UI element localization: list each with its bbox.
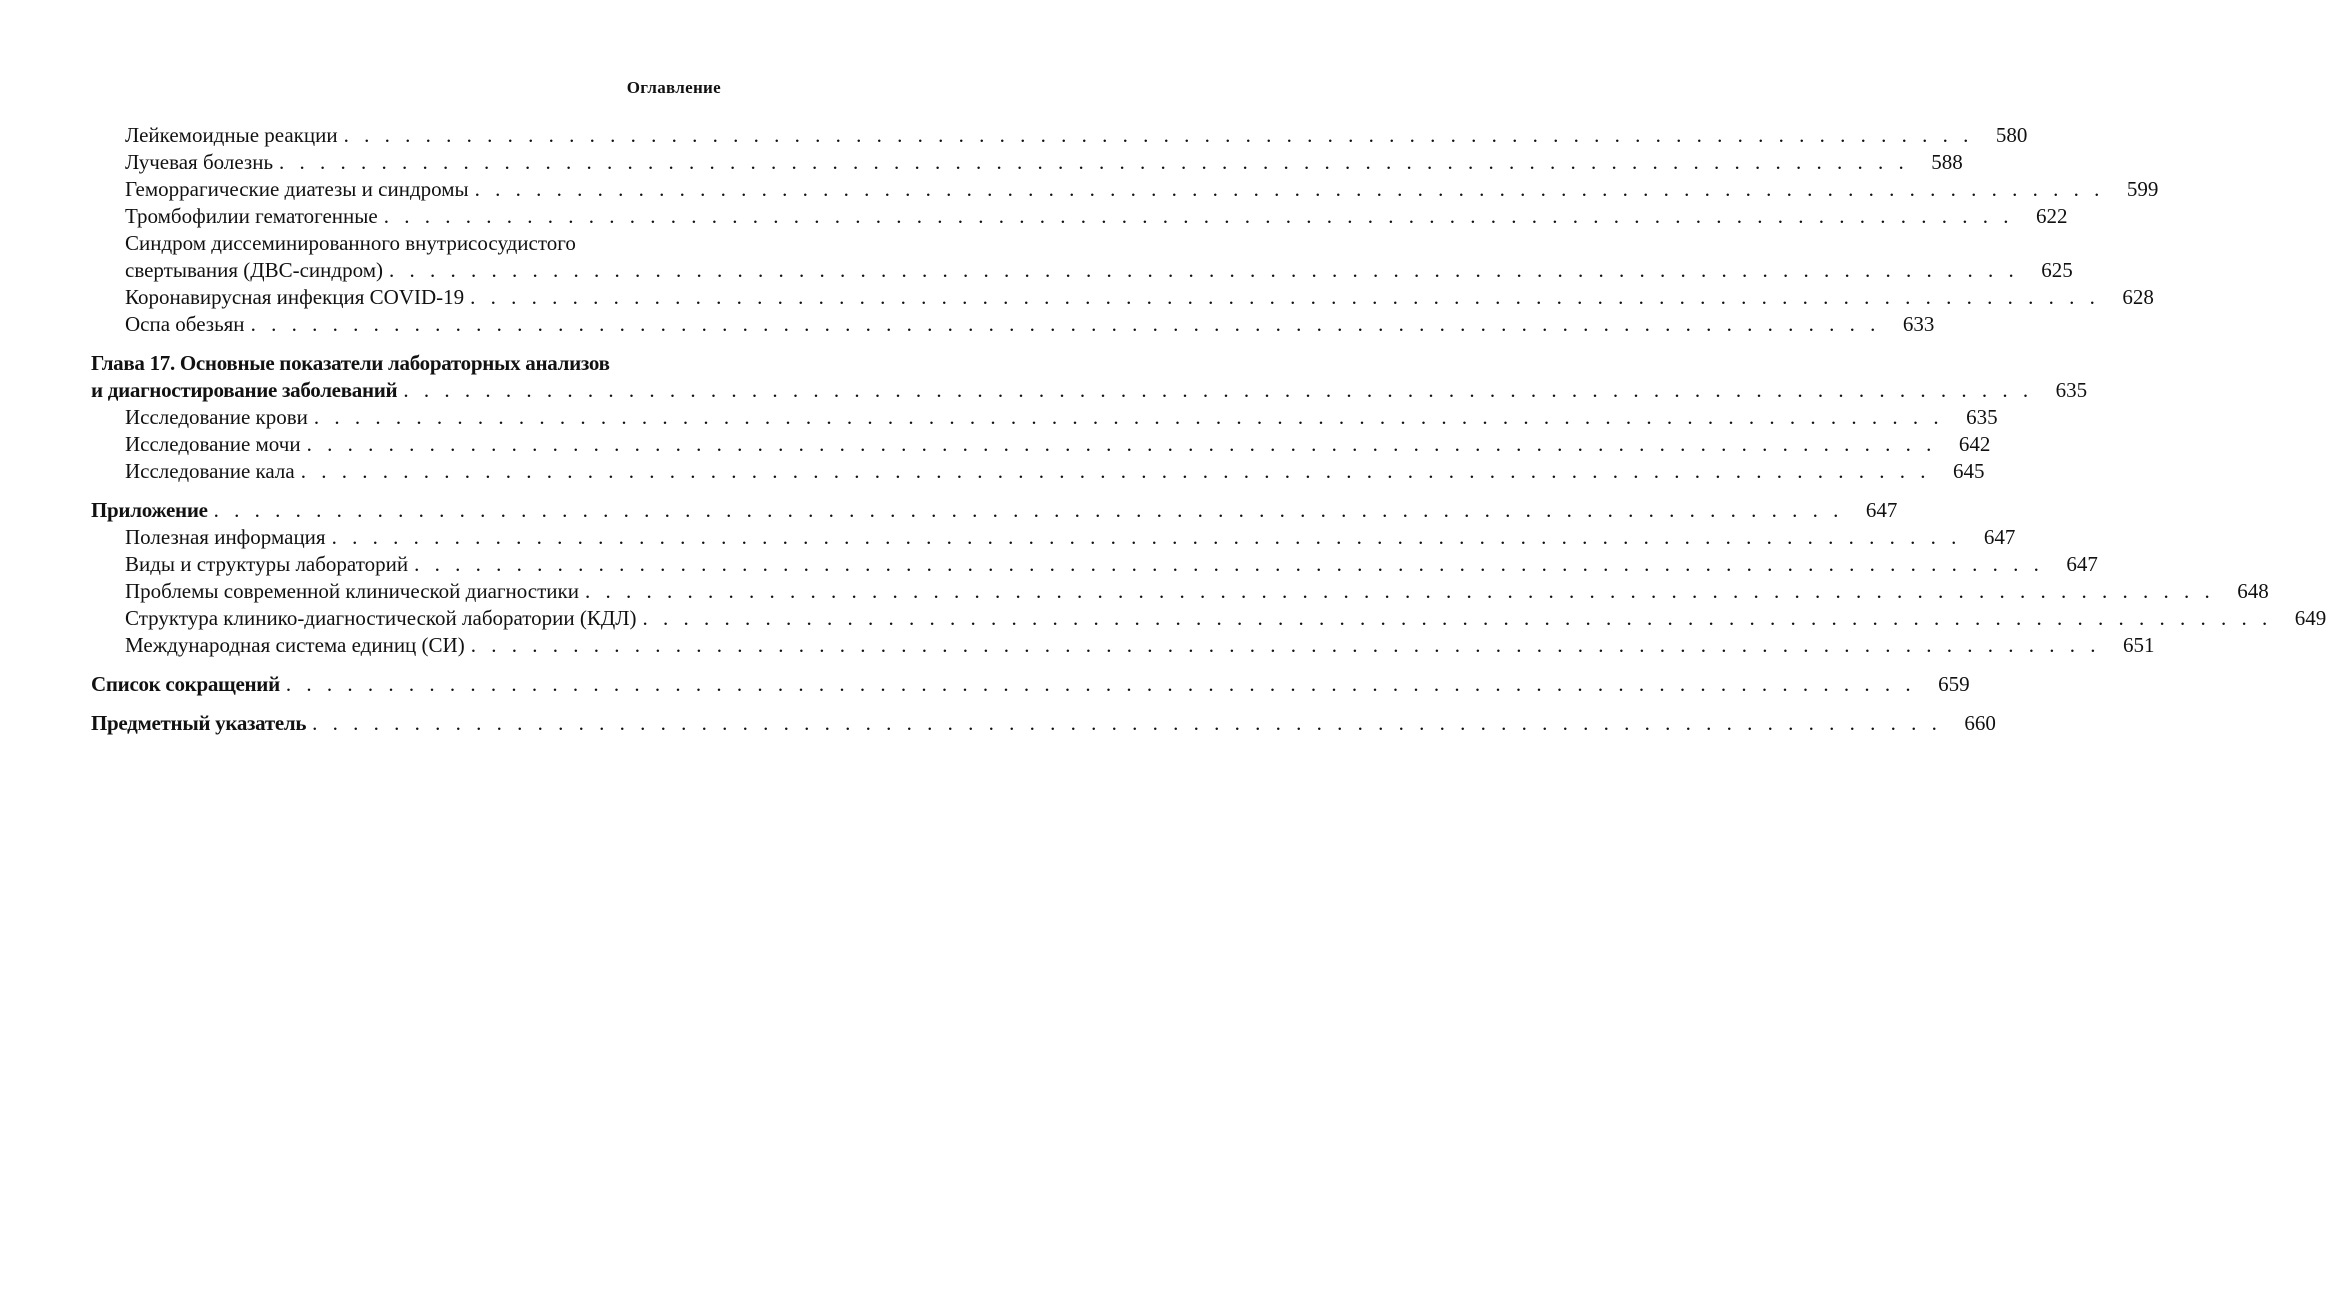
appendix-page: 647 <box>1865 498 1898 522</box>
toc-entry[interactable] <box>91 551 2098 578</box>
toc-entry-title: Структура клинико-диагностической лаборатории (КДЛ) <box>125 606 637 630</box>
toc-entry-title: Исследование мочи <box>125 432 301 456</box>
appendix-title: Приложение <box>91 498 208 522</box>
toc-entry-title: Тромбофилии гематогенные <box>125 204 378 228</box>
toc-entry-title: Виды и структуры лабораторий <box>125 552 409 576</box>
toc-entry-page: 625 <box>2041 258 2073 282</box>
toc-entry-page: 647 <box>1983 525 2016 549</box>
toc-entry[interactable] <box>91 176 2159 203</box>
toc-entry-title: Полезная информация <box>125 525 326 549</box>
toc-entry-page: 647 <box>2066 552 2098 576</box>
toc-entry-page: 599 <box>2126 177 2159 201</box>
dot-leader: . . . . . . . . . . . . . . . . . . . . . . . . . . . . . . . . . . . . . . . . . . . . . . . . . . . . . . . . . . . . . . . . . . . . . . . . . . . . . . . . <box>383 204 2014 228</box>
toc-entry-page: 588 <box>1931 150 1963 174</box>
dot-leader: . . . . . . . . . . . . . . . . . . . . . . . . . . . . . . . . . . . . . . . . . . . . . . . . . . . . . . . . . . . . . . . . . . . . . . . . . . . . . . . . <box>250 312 1881 336</box>
toc-entry-page: 648 <box>2237 579 2269 603</box>
toc-entry-page: 635 <box>1966 405 1998 429</box>
dot-leader: . . . . . . . . . . . . . . . . . . . . . . . . . . . . . . . . . . . . . . . . . . . . . . . . . . . . . . . . . . . . . . . . . . . . . . . . . . . . . . . . <box>470 285 2100 309</box>
toc-entry-first-line[interactable] <box>91 230 721 257</box>
toc-entry[interactable] <box>91 632 2155 659</box>
toc-entry[interactable] <box>91 431 1991 458</box>
toc-entry[interactable] <box>91 524 2016 551</box>
dot-leader: . . . . . . . . . . . . . . . . . . . . . . . . . . . . . . . . . . . . . . . . . . . . . . . . . . . . . . . . . . . . . . . . . . . . . . . . . . . . . . . . <box>279 150 1909 174</box>
index-page: 660 <box>1964 711 1996 735</box>
dot-leader: . . . . . . . . . . . . . . . . . . . . . . . . . . . . . . . . . . . . . . . . . . . . . . . . . . . . . . . . . . . . . . . . . . . . . . . . . . . . . . . . <box>285 672 1916 696</box>
dot-leader: . . . . . . . . . . . . . . . . . . . . . . . . . . . . . . . . . . . . . . . . . . . . . . . . . . . . . . . . . . . . . . . . . . . . . . . . . . . . . . . . <box>343 123 1974 147</box>
toc-entry[interactable] <box>91 149 1963 176</box>
table-of-contents <box>91 122 2326 737</box>
toc-entry-title: Лучевая болезнь <box>125 150 274 174</box>
index-entry[interactable] <box>91 710 1996 737</box>
toc-entry-title: Международная система единиц (СИ) <box>125 633 465 657</box>
toc-entry-title: Лейкемоидные реакции <box>125 123 338 147</box>
abbreviations-page: 659 <box>1938 672 1970 696</box>
chapter-page: 635 <box>2055 378 2088 402</box>
toc-entry-title: Исследование крови <box>125 405 308 429</box>
chapter-title-line1: Глава 17. Основные показатели лабораторных анализов <box>91 351 610 375</box>
toc-entry[interactable] <box>91 203 2068 230</box>
running-head: Оглавление <box>626 78 721 97</box>
dot-leader: . . . . . . . . . . . . . . . . . . . . . . . . . . . . . . . . . . . . . . . . . . . . . . . . . . . . . . . . . . . . . . . . . . . . . . . . . . . . . . . . <box>306 432 1937 456</box>
dot-leader: . . . . . . . . . . . . . . . . . . . . . . . . . . . . . . . . . . . . . . . . . . . . . . . . . . . . . . . . . . . . . . . . . . . . . . . . . . . . . . . . <box>414 552 2044 576</box>
toc-entry[interactable] <box>91 257 2073 284</box>
abbreviations-entry[interactable] <box>91 671 1970 698</box>
toc-entry-page: 628 <box>2122 285 2154 309</box>
toc-entry[interactable] <box>91 311 1935 338</box>
dot-leader: . . . . . . . . . . . . . . . . . . . . . . . . . . . . . . . . . . . . . . . . . . . . . . . . . . . . . . . . . . . . . . . . . . . . . . . . . . . . . . . . <box>388 258 2019 282</box>
dot-leader: . . . . . . . . . . . . . . . . . . . . . . . . . . . . . . . . . . . . . . . . . . . . . . . . . . . . . . . . . . . . . . . . . . . . . . . . . . . . . . . . <box>584 579 2215 603</box>
toc-entry-page: 649 <box>2294 606 2326 630</box>
toc-entry-title: Исследование кала <box>125 459 295 483</box>
toc-entry[interactable] <box>91 122 2028 149</box>
toc-entry-page: 580 <box>1995 123 2028 147</box>
dot-leader: . . . . . . . . . . . . . . . . . . . . . . . . . . . . . . . . . . . . . . . . . . . . . . . . . . . . . . . . . . . . . . . . . . . . . . . . . . . . . . . . <box>403 378 2034 402</box>
toc-entry[interactable] <box>91 404 1998 431</box>
index-title: Предметный указатель <box>91 711 307 735</box>
toc-entry-title: свертывания (ДВС-синдром) <box>125 258 383 282</box>
dot-leader: . . . . . . . . . . . . . . . . . . . . . . . . . . . . . . . . . . . . . . . . . . . . . . . . . . . . . . . . . . . . . . . . . . . . . . . . . . . . . . . . <box>474 177 2105 201</box>
dot-leader: . . . . . . . . . . . . . . . . . . . . . . . . . . . . . . . . . . . . . . . . . . . . . . . . . . . . . . . . . . . . . . . . . . . . . . . . . . . . . . . . <box>213 498 1844 522</box>
abbreviations-title: Список сокращений <box>91 672 280 696</box>
toc-entry[interactable] <box>91 578 2269 605</box>
toc-entry-page: 651 <box>2122 633 2155 657</box>
chapter-title: и диагностирование заболеваний <box>91 378 398 402</box>
dot-leader: . . . . . . . . . . . . . . . . . . . . . . . . . . . . . . . . . . . . . . . . . . . . . . . . . . . . . . . . . . . . . . . . . . . . . . . . . . . . . . . . <box>331 525 1962 549</box>
toc-entry-title: Проблемы современной клинической диагностики <box>125 579 579 603</box>
dot-leader: . . . . . . . . . . . . . . . . . . . . . . . . . . . . . . . . . . . . . . . . . . . . . . . . . . . . . . . . . . . . . . . . . . . . . . . . . . . . . . . . <box>642 606 2273 630</box>
dot-leader: . . . . . . . . . . . . . . . . . . . . . . . . . . . . . . . . . . . . . . . . . . . . . . . . . . . . . . . . . . . . . . . . . . . . . . . . . . . . . . . . <box>300 459 1931 483</box>
toc-entry-title: Коронавирусная инфекция COVID-19 <box>125 285 465 309</box>
toc-entry-page: 622 <box>2035 204 2068 228</box>
dot-leader: . . . . . . . . . . . . . . . . . . . . . . . . . . . . . . . . . . . . . . . . . . . . . . . . . . . . . . . . . . . . . . . . . . . . . . . . . . . . . . . . <box>313 405 1944 429</box>
dot-leader: . . . . . . . . . . . . . . . . . . . . . . . . . . . . . . . . . . . . . . . . . . . . . . . . . . . . . . . . . . . . . . . . . . . . . . . . . . . . . . . . <box>470 633 2101 657</box>
chapter-heading-first-line[interactable] <box>91 350 721 377</box>
toc-entry-title: Геморрагические диатезы и синдромы <box>125 177 469 201</box>
toc-entry[interactable] <box>91 284 2154 311</box>
chapter-entry[interactable] <box>91 377 2088 404</box>
toc-entry-page: 645 <box>1952 459 1985 483</box>
appendix-entry[interactable] <box>91 497 1898 524</box>
toc-entry-page: 633 <box>1902 312 1935 336</box>
toc-entry-title-line1: Синдром диссеминированного внутрисосудистого <box>125 231 576 255</box>
dot-leader: . . . . . . . . . . . . . . . . . . . . . . . . . . . . . . . . . . . . . . . . . . . . . . . . . . . . . . . . . . . . . . . . . . . . . . . . . . . . . . . . <box>312 711 1942 735</box>
toc-entry-title: Оспа обезьян <box>125 312 245 336</box>
toc-entry-page: 642 <box>1958 432 1991 456</box>
toc-entry[interactable] <box>91 458 1985 485</box>
toc-entry[interactable] <box>91 605 2326 632</box>
